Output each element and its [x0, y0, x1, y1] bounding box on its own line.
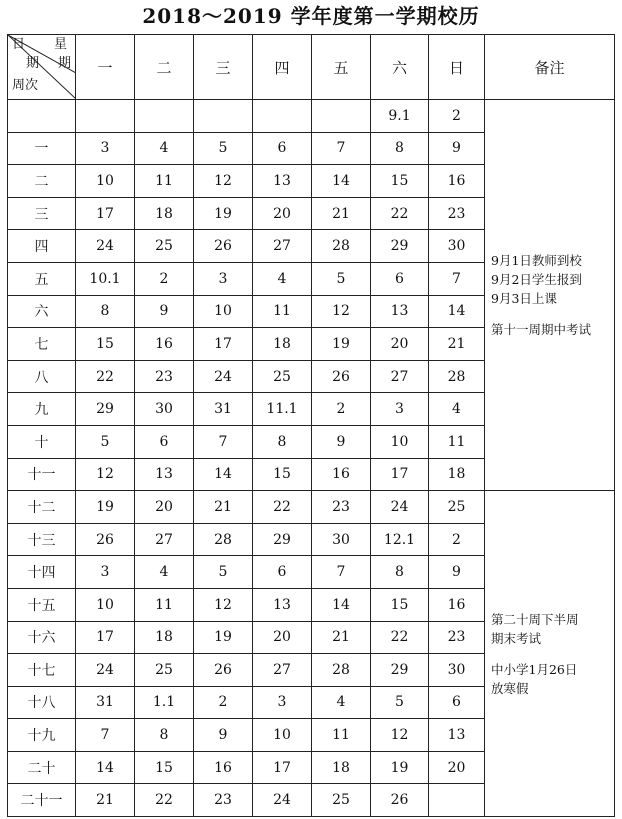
- date-cell: 13: [371, 295, 429, 328]
- corner-qi-text: 期: [26, 56, 40, 71]
- date-cell: 6: [135, 425, 194, 458]
- date-cell: 22: [371, 197, 429, 230]
- date-cell: 9: [194, 719, 253, 752]
- date-cell: 11: [429, 425, 485, 458]
- date-cell: 7: [312, 556, 371, 589]
- date-cell: 18: [135, 197, 194, 230]
- date-cell: 6: [253, 132, 312, 165]
- date-cell: 25: [429, 491, 485, 524]
- date-cell: 15: [371, 588, 429, 621]
- day-header-thu: 四: [253, 35, 312, 100]
- date-cell: 24: [194, 360, 253, 393]
- date-cell: 8: [371, 556, 429, 589]
- date-cell: 22: [253, 491, 312, 524]
- date-cell: 23: [135, 360, 194, 393]
- date-cell: 2: [429, 523, 485, 556]
- date-cell: 12: [371, 719, 429, 752]
- date-cell: 21: [76, 784, 135, 817]
- date-cell: 26: [371, 784, 429, 817]
- week-number-cell: 十五: [8, 588, 76, 621]
- date-cell: 9.1: [371, 100, 429, 133]
- date-cell: 17: [253, 751, 312, 784]
- date-cell: 21: [312, 197, 371, 230]
- date-cell: 4: [135, 556, 194, 589]
- date-cell: 7: [312, 132, 371, 165]
- date-cell: 30: [429, 654, 485, 687]
- week-number-cell: 十四: [8, 556, 76, 589]
- date-cell: 11: [135, 588, 194, 621]
- week-number-cell: 十八: [8, 686, 76, 719]
- date-cell: 15: [76, 328, 135, 361]
- corner-week-text: 周次: [12, 78, 39, 93]
- date-cell: 12: [312, 295, 371, 328]
- date-cell: 16: [194, 751, 253, 784]
- date-cell: 28: [194, 523, 253, 556]
- date-cell: 26: [76, 523, 135, 556]
- date-cell: 14: [194, 458, 253, 491]
- date-cell: 19: [312, 328, 371, 361]
- date-cell: 5: [76, 425, 135, 458]
- date-cell: 21: [312, 621, 371, 654]
- date-cell: 18: [429, 458, 485, 491]
- week-number-cell: 二十: [8, 751, 76, 784]
- date-cell: 5: [371, 686, 429, 719]
- date-cell: 16: [135, 328, 194, 361]
- week-number-cell: 二: [8, 165, 76, 198]
- day-header-fri: 五: [312, 35, 371, 100]
- date-cell: 25: [135, 230, 194, 263]
- date-cell: 8: [371, 132, 429, 165]
- date-cell: 8: [253, 425, 312, 458]
- date-cell: 23: [429, 621, 485, 654]
- date-cell: 19: [371, 751, 429, 784]
- date-cell: 29: [371, 230, 429, 263]
- date-cell: 31: [194, 393, 253, 426]
- date-cell: 19: [194, 621, 253, 654]
- date-cell: 10.1: [76, 262, 135, 295]
- date-cell: 17: [194, 328, 253, 361]
- note-line: 9月3日上课: [491, 291, 557, 307]
- date-cell: 9: [429, 556, 485, 589]
- date-cell: 5: [312, 262, 371, 295]
- date-cell: 26: [312, 360, 371, 393]
- date-cell: 9: [135, 295, 194, 328]
- date-cell: 12.1: [371, 523, 429, 556]
- date-cell: 15: [253, 458, 312, 491]
- date-cell: 3: [76, 132, 135, 165]
- notes-cell-term-start: [485, 100, 615, 491]
- date-cell: 7: [194, 425, 253, 458]
- date-cell: 26: [194, 230, 253, 263]
- date-cell: 14: [429, 295, 485, 328]
- date-cell: 3: [194, 262, 253, 295]
- date-cell: [194, 100, 253, 133]
- date-cell: 15: [135, 751, 194, 784]
- note-line: 放寒假: [491, 680, 529, 696]
- date-cell: 17: [371, 458, 429, 491]
- date-cell: 11: [312, 719, 371, 752]
- day-header-mon: 一: [76, 35, 135, 100]
- date-cell: 23: [194, 784, 253, 817]
- date-cell: 13: [429, 719, 485, 752]
- note-line: 9月1日教师到校: [491, 253, 582, 269]
- header-row: [8, 35, 615, 100]
- date-cell: [429, 784, 485, 817]
- week-number-cell: 九: [8, 393, 76, 426]
- date-cell: 28: [312, 230, 371, 263]
- date-cell: 26: [194, 654, 253, 687]
- date-cell: 28: [312, 654, 371, 687]
- date-cell: 20: [253, 621, 312, 654]
- week-number-cell: 三: [8, 197, 76, 230]
- day-header-wed: 三: [194, 35, 253, 100]
- date-cell: 21: [429, 328, 485, 361]
- date-cell: 24: [253, 784, 312, 817]
- date-cell: 22: [135, 784, 194, 817]
- date-cell: [253, 100, 312, 133]
- date-cell: 7: [429, 262, 485, 295]
- date-cell: 12: [76, 458, 135, 491]
- date-cell: 11.1: [253, 393, 312, 426]
- date-cell: 6: [429, 686, 485, 719]
- date-cell: 14: [76, 751, 135, 784]
- corner-qi2-text: 期: [58, 56, 72, 71]
- date-cell: 2: [429, 100, 485, 133]
- date-cell: 12: [194, 588, 253, 621]
- date-cell: [76, 100, 135, 133]
- date-cell: 6: [253, 556, 312, 589]
- week-number-cell: 八: [8, 360, 76, 393]
- date-cell: 30: [135, 393, 194, 426]
- week-number-cell: 二十一: [8, 784, 76, 817]
- date-cell: 12: [194, 165, 253, 198]
- note-line: 9月2日学生报到: [491, 272, 582, 288]
- date-cell: 11: [135, 165, 194, 198]
- date-cell: 24: [76, 230, 135, 263]
- week-number-cell: 一: [8, 132, 76, 165]
- date-cell: 20: [135, 491, 194, 524]
- date-cell: 23: [312, 491, 371, 524]
- corner-ri-text: 日: [12, 37, 26, 52]
- date-cell: 3: [253, 686, 312, 719]
- date-cell: 27: [253, 654, 312, 687]
- date-cell: 24: [76, 654, 135, 687]
- date-cell: 11: [253, 295, 312, 328]
- date-cell: 21: [194, 491, 253, 524]
- week-number-cell: 十: [8, 425, 76, 458]
- date-cell: 16: [429, 588, 485, 621]
- date-cell: 9: [429, 132, 485, 165]
- school-calendar-table: [7, 34, 615, 817]
- date-cell: 18: [253, 328, 312, 361]
- date-cell: 4: [429, 393, 485, 426]
- week-number-cell: 五: [8, 262, 76, 295]
- date-cell: 27: [135, 523, 194, 556]
- date-cell: 13: [135, 458, 194, 491]
- date-cell: 20: [253, 197, 312, 230]
- date-cell: 8: [76, 295, 135, 328]
- date-cell: 17: [76, 621, 135, 654]
- date-cell: 22: [371, 621, 429, 654]
- date-cell: 13: [253, 588, 312, 621]
- week-number-cell: 十九: [8, 719, 76, 752]
- day-header-tue: 二: [135, 35, 194, 100]
- date-cell: 30: [429, 230, 485, 263]
- date-cell: 4: [135, 132, 194, 165]
- date-cell: 25: [253, 360, 312, 393]
- date-cell: 5: [194, 556, 253, 589]
- week-number-cell: 十一: [8, 458, 76, 491]
- date-cell: 4: [253, 262, 312, 295]
- date-cell: 6: [371, 262, 429, 295]
- date-cell: 9: [312, 425, 371, 458]
- date-cell: 2: [135, 262, 194, 295]
- date-cell: 29: [253, 523, 312, 556]
- table-row: [8, 100, 615, 133]
- week-number-cell: [8, 100, 76, 133]
- date-cell: 25: [135, 654, 194, 687]
- date-cell: 29: [371, 654, 429, 687]
- date-cell: 14: [312, 165, 371, 198]
- date-cell: 20: [429, 751, 485, 784]
- date-cell: 7: [76, 719, 135, 752]
- date-cell: 4: [312, 686, 371, 719]
- note-line: 第十一周期中考试: [491, 322, 592, 338]
- notes-cell-term-end: [485, 491, 615, 817]
- date-cell: 5: [194, 132, 253, 165]
- date-cell: 13: [253, 165, 312, 198]
- date-cell: 18: [135, 621, 194, 654]
- date-cell: 10: [194, 295, 253, 328]
- date-cell: [312, 100, 371, 133]
- week-number-cell: 六: [8, 295, 76, 328]
- date-cell: 18: [312, 751, 371, 784]
- week-number-cell: 四: [8, 230, 76, 263]
- corner-header-cell: [8, 35, 76, 100]
- date-cell: 3: [76, 556, 135, 589]
- week-number-cell: 七: [8, 328, 76, 361]
- week-number-cell: 十七: [8, 654, 76, 687]
- date-cell: 10: [253, 719, 312, 752]
- date-cell: 3: [371, 393, 429, 426]
- page-title: 2018～2019 学年度第一学期校历: [142, 4, 480, 28]
- day-header-sat: 六: [371, 35, 429, 100]
- date-cell: 27: [371, 360, 429, 393]
- date-cell: 10: [76, 588, 135, 621]
- table-row: [8, 491, 615, 524]
- date-cell: 28: [429, 360, 485, 393]
- week-number-cell: 十三: [8, 523, 76, 556]
- date-cell: 27: [253, 230, 312, 263]
- corner-xing-text: 星: [54, 37, 68, 52]
- notes-header: 备注: [485, 35, 615, 100]
- corner-diagonal: [8, 35, 76, 99]
- date-cell: 22: [76, 360, 135, 393]
- calendar-body: [8, 100, 615, 817]
- date-cell: 29: [76, 393, 135, 426]
- date-cell: 8: [135, 719, 194, 752]
- day-header-sun: 日: [429, 35, 485, 100]
- date-cell: 2: [312, 393, 371, 426]
- date-cell: 1.1: [135, 686, 194, 719]
- date-cell: 16: [429, 165, 485, 198]
- date-cell: 23: [429, 197, 485, 230]
- date-cell: 20: [371, 328, 429, 361]
- date-cell: 24: [371, 491, 429, 524]
- date-cell: 2: [194, 686, 253, 719]
- date-cell: 19: [194, 197, 253, 230]
- week-number-cell: 十六: [8, 621, 76, 654]
- date-cell: [135, 100, 194, 133]
- date-cell: 19: [76, 491, 135, 524]
- date-cell: 10: [76, 165, 135, 198]
- note-line: 中小学1月26日: [491, 661, 578, 677]
- date-cell: 31: [76, 686, 135, 719]
- date-cell: 25: [312, 784, 371, 817]
- date-cell: 17: [76, 197, 135, 230]
- date-cell: 14: [312, 588, 371, 621]
- note-line: 第二十周下半周: [491, 611, 579, 627]
- date-cell: 16: [312, 458, 371, 491]
- note-line: 期末考试: [491, 630, 542, 646]
- date-cell: 10: [371, 425, 429, 458]
- date-cell: 15: [371, 165, 429, 198]
- date-cell: 30: [312, 523, 371, 556]
- week-number-cell: 十二: [8, 491, 76, 524]
